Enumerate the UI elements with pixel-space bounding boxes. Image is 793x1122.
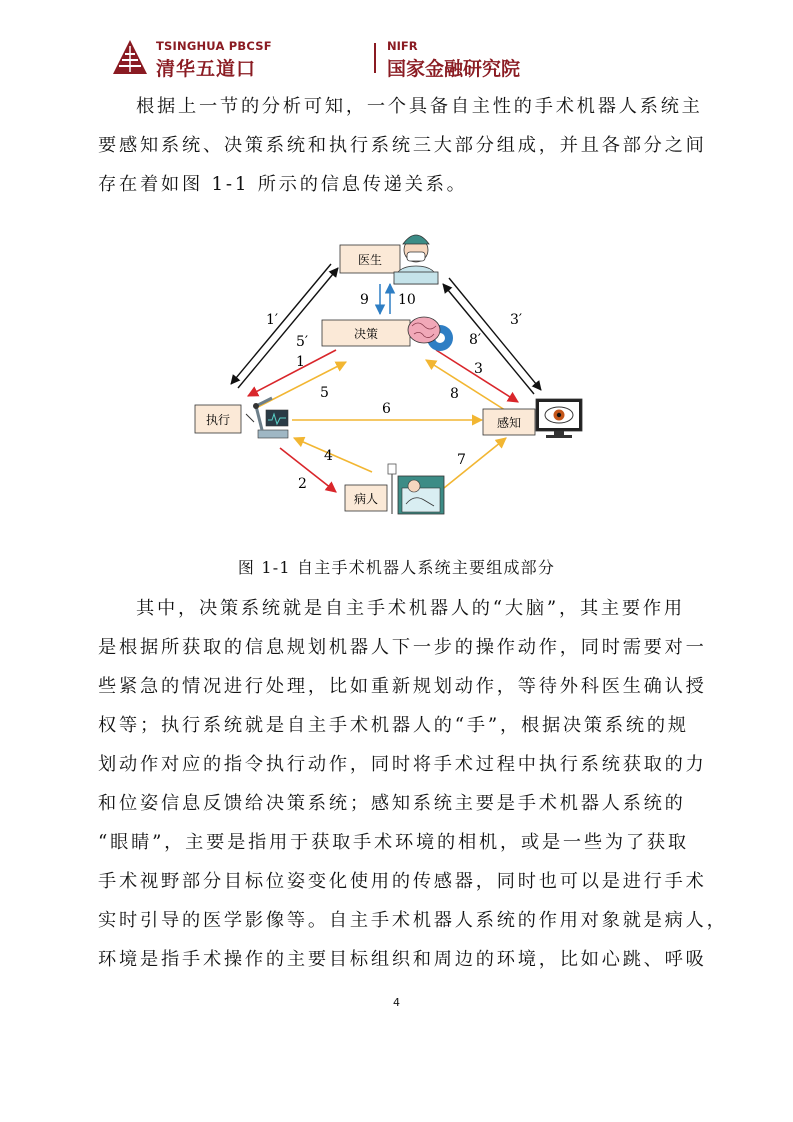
label-1: 1: [296, 354, 305, 370]
patient-node: [345, 464, 444, 514]
intro-line: 要感知系统、决策系统和执行系统三大部分组成，并且各部分之间: [98, 135, 707, 156]
patient-label: 病人: [353, 492, 379, 506]
label-7: 7: [457, 452, 466, 468]
label-9: 9: [360, 292, 369, 308]
label-3-prime: 3′: [510, 312, 523, 328]
body-line: “眼睛”，主要是指用于获取手术环境的相机，或是一些为了获取: [98, 832, 689, 853]
arrow-8: [426, 360, 508, 412]
body-line: 划动作对应的指令执行动作，同时将手术过程中执行系统获取的力: [98, 754, 707, 775]
arrow-4: [294, 438, 372, 472]
doctor-icon: [394, 235, 438, 284]
execute-node: [195, 398, 288, 438]
sense-label: 感知: [496, 416, 522, 430]
execute-label: 执行: [205, 413, 231, 427]
label-3: 3: [474, 361, 483, 377]
label-1-prime: 1′: [266, 312, 279, 328]
page-number: 4: [393, 996, 400, 1009]
logo-english-right: NIFR: [387, 39, 418, 53]
body-line: 些紧急的情况进行处理，比如重新规划动作，等待外科医生确认授: [98, 676, 707, 697]
monitor-eye-icon: [536, 399, 582, 438]
intro-line: 根据上一节的分析可知，一个具备自主性的手术机器人系统主: [136, 96, 703, 117]
logo-english-left: TSINGHUA PBCSF: [156, 39, 272, 53]
label-5: 5: [320, 385, 329, 401]
body-line: 手术视野部分目标位姿变化使用的传感器，同时也可以是进行手术: [98, 871, 707, 892]
label-8-prime: 8′: [469, 332, 482, 348]
body-line: 实时引导的医学影像等。自主手术机器人系统的作用对象就是病人，: [98, 910, 728, 931]
label-2: 2: [298, 476, 307, 492]
body-line: 环境是指手术操作的主要目标组织和周边的环境，比如心跳、呼吸: [98, 949, 707, 970]
logo-divider: [374, 43, 376, 73]
label-4: 4: [324, 448, 333, 464]
body-line: 和位姿信息反馈给决策系统；感知系统主要是手术机器人系统的: [98, 793, 686, 814]
intro-line: 存在着如图 1-1 所示的信息传递关系。: [98, 174, 468, 195]
header-logo: [111, 38, 521, 80]
doctor-node: [340, 235, 438, 284]
body-line: 是根据所获取的信息规划机器人下一步的操作动作，同时需要对一: [98, 637, 707, 658]
decision-node: [322, 317, 453, 351]
label-6: 6: [382, 401, 391, 417]
arrow-7: [444, 438, 506, 488]
label-10: 10: [398, 292, 416, 308]
logo-chinese-right: 国家金融研究院: [387, 58, 521, 80]
tsinghua-emblem-icon: [111, 38, 149, 76]
robot-arm-icon: [246, 398, 288, 438]
figure-caption: 图 1-1 自主手术机器人系统主要组成部分: [237, 558, 556, 577]
label-8: 8: [450, 386, 459, 402]
patient-bed-icon: [388, 464, 444, 514]
brain-gear-icon: [408, 317, 453, 351]
body-line: 权等；执行系统就是自主手术机器人的“手”，根据决策系统的规: [98, 715, 689, 736]
system-diagram: [186, 214, 606, 534]
label-5-prime: 5′: [296, 334, 309, 350]
doctor-sense-arrows: [443, 278, 541, 394]
decision-label: 决策: [353, 327, 379, 341]
logo-chinese-left: 清华五道口: [156, 58, 257, 80]
doctor-label: 医生: [357, 253, 383, 267]
body-line: 其中，决策系统就是自主手术机器人的“大脑”，其主要作用: [136, 598, 685, 619]
doctor-decision-arrows: [380, 284, 390, 314]
